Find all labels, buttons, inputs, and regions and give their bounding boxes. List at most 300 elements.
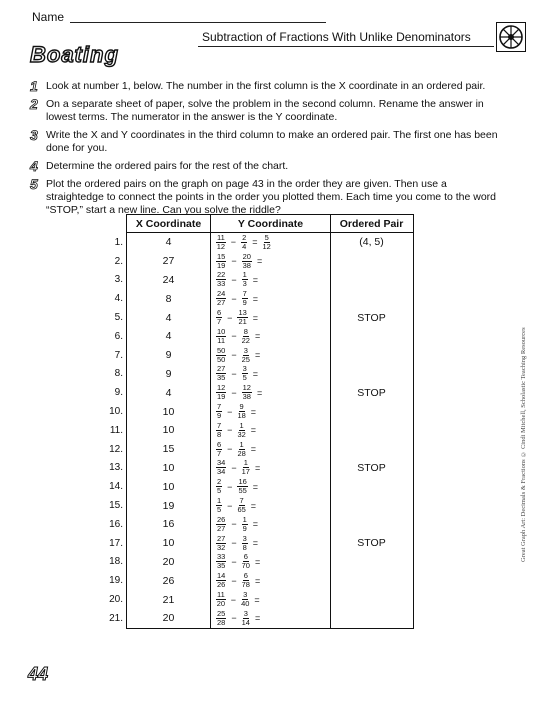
- numerator: 26: [217, 514, 226, 524]
- ordered-pair-cell[interactable]: [331, 609, 412, 628]
- table-row: [109, 496, 413, 515]
- table-row: [109, 552, 413, 572]
- subtrahend-fraction: [237, 403, 245, 420]
- ordered-pair-cell[interactable]: [331, 421, 412, 440]
- y-coordinate-cell: [211, 252, 331, 271]
- x-coordinate-cell: 4: [127, 327, 211, 346]
- numerator: 5: [264, 232, 269, 242]
- minus-sign: −: [231, 368, 237, 379]
- ordered-pair-cell[interactable]: [331, 590, 412, 609]
- numerator: 9: [239, 402, 244, 412]
- minus-sign: −: [231, 556, 237, 567]
- step-text: Look at number 1, below. The number in the first column is the X coordinate in an ordered pair.: [46, 80, 486, 92]
- minus-sign: −: [231, 575, 237, 586]
- subtraction-problem: [211, 610, 265, 627]
- x-coordinate-cell: 4: [127, 233, 211, 252]
- table-row: [114, 251, 413, 271]
- table-row: [114, 270, 413, 290]
- minuend-fraction: [216, 572, 226, 589]
- minus-sign: −: [230, 594, 237, 605]
- denominator: 17: [241, 467, 250, 477]
- table-row: [109, 590, 413, 609]
- equals-sign: =: [252, 368, 259, 379]
- row-number: 12.: [109, 443, 123, 455]
- numerator: 13: [238, 308, 247, 318]
- ordered-pair-cell[interactable]: [331, 346, 412, 365]
- equals-sign: =: [250, 444, 257, 455]
- y-coordinate-cell: [211, 590, 331, 609]
- subtrahend-fraction: [242, 328, 250, 345]
- subtraction-problem: [211, 553, 265, 570]
- subtraction-problem: [211, 328, 265, 345]
- equals-sign: =: [250, 425, 257, 436]
- row-number: 8.: [114, 368, 123, 380]
- denominator: 19: [217, 260, 226, 270]
- denominator: 14: [241, 617, 250, 627]
- denominator: 21: [238, 317, 247, 327]
- minus-sign: −: [231, 387, 237, 398]
- step-number: 1: [30, 78, 38, 94]
- x-coordinate-cell: 10: [127, 534, 211, 553]
- denominator: 28: [237, 448, 246, 458]
- denominator: 50: [217, 354, 226, 364]
- denominator: 8: [242, 542, 247, 552]
- subtrahend-fraction: [237, 422, 245, 439]
- equals-sign: =: [254, 613, 261, 624]
- denominator: 33: [217, 279, 226, 289]
- equals-sign: =: [252, 237, 258, 248]
- numerator: 6: [243, 571, 248, 581]
- y-coordinate-cell: [211, 477, 331, 496]
- equals-sign: =: [254, 575, 261, 586]
- denominator: 12: [216, 241, 226, 251]
- row-number: 1.: [114, 236, 123, 248]
- denominator: 4: [242, 241, 247, 251]
- numerator: 27: [217, 364, 226, 374]
- denominator: 65: [237, 505, 246, 515]
- ordered-pair-cell[interactable]: [331, 571, 412, 590]
- row-number: 13.: [109, 462, 123, 474]
- table-row: [109, 420, 413, 440]
- ordered-pair-cell[interactable]: [331, 252, 412, 271]
- minus-sign: −: [231, 350, 237, 361]
- subtraction-problem: [211, 478, 263, 495]
- subtraction-problem: [211, 441, 261, 458]
- table-row: [109, 533, 413, 553]
- minuend-fraction: [216, 591, 226, 608]
- numerator: 7: [217, 420, 222, 430]
- denominator: 26: [217, 580, 226, 590]
- denominator: 8: [217, 429, 222, 439]
- denominator: 12: [262, 241, 271, 251]
- minus-sign: −: [231, 462, 237, 473]
- x-coordinate-cell: 20: [127, 609, 211, 628]
- x-coordinate-cell: 20: [127, 553, 211, 572]
- denominator: 5: [217, 486, 222, 496]
- denominator: 7: [217, 317, 222, 327]
- ordered-pair-cell[interactable]: [331, 271, 412, 290]
- row-number: 19.: [109, 575, 123, 587]
- header-ordered-pair: Ordered Pair: [339, 217, 404, 230]
- x-coordinate-cell: 24: [127, 271, 211, 290]
- y-coordinate-cell: [211, 327, 331, 346]
- x-coordinate-cell: 4: [127, 308, 211, 327]
- y-coordinate-cell: [211, 515, 331, 534]
- answer-fraction: [263, 234, 271, 251]
- numerator: 22: [217, 270, 226, 280]
- row-number: 2.: [114, 255, 123, 267]
- ordered-pair-cell[interactable]: STOP: [357, 311, 386, 324]
- denominator: 38: [242, 392, 251, 402]
- row-number: 4.: [114, 293, 123, 305]
- table-body: [109, 232, 413, 628]
- y-coordinate-cell: [211, 233, 331, 252]
- x-coordinate-cell: 4: [127, 383, 211, 402]
- y-coordinate-cell: [211, 571, 331, 590]
- coordinate-table: [109, 214, 414, 629]
- table-row: [109, 477, 413, 496]
- subtrahend-fraction: [237, 309, 247, 326]
- denominator: 19: [217, 392, 226, 402]
- denominator: 18: [237, 411, 246, 421]
- numerator: 3: [243, 608, 248, 618]
- denominator: 9: [217, 411, 222, 421]
- numerator: 7: [239, 496, 244, 506]
- topic-underline: [198, 46, 494, 47]
- subtraction-problem: [211, 591, 265, 608]
- minuend-fraction: [216, 253, 226, 270]
- numerator: 1: [242, 514, 247, 524]
- y-coordinate-cell: [211, 271, 331, 290]
- x-coordinate-cell: 15: [127, 440, 211, 459]
- equals-sign: =: [252, 538, 259, 549]
- row-number: 20.: [109, 594, 123, 606]
- page-header: [32, 10, 494, 46]
- minuend-fraction: [216, 347, 226, 364]
- numerator: 14: [217, 571, 226, 581]
- denominator: 34: [217, 467, 226, 477]
- y-coordinate-cell: [211, 496, 331, 515]
- ordered-pair-cell[interactable]: [331, 402, 412, 421]
- subtraction-problem: [211, 516, 263, 533]
- equals-sign: =: [252, 293, 259, 304]
- minuend-fraction: [216, 459, 226, 476]
- y-coordinate-cell: [211, 421, 331, 440]
- y-coordinate-cell: [211, 383, 331, 402]
- row-number: 15.: [109, 500, 123, 512]
- numerator: 24: [217, 289, 226, 299]
- y-coordinate-cell: [211, 534, 331, 553]
- subtraction-problem: [211, 497, 261, 514]
- equals-sign: =: [252, 481, 259, 492]
- numerator: 20: [242, 251, 251, 261]
- name-label: Name: [32, 10, 65, 24]
- denominator: 5: [242, 373, 247, 383]
- subtrahend-fraction: [237, 478, 247, 495]
- ship-wheel-icon: [496, 22, 526, 52]
- step-text: Plot the ordered pairs on the graph on page 43 in the order they are given. Then use a straightedge to connect the points in the order you plotted them. Each time you come to the word “STOP,” start a new line. Can you solve the riddle?: [46, 178, 497, 216]
- table-row: [114, 326, 413, 346]
- x-coordinate-cell: 10: [127, 477, 211, 496]
- minuend-fraction: [216, 328, 226, 345]
- ordered-pair-cell[interactable]: [331, 553, 412, 572]
- equals-sign: =: [252, 519, 259, 530]
- table-row: [109, 458, 413, 478]
- minus-sign: −: [231, 293, 237, 304]
- numerator: 11: [217, 232, 225, 242]
- numerator: 12: [217, 383, 226, 393]
- minus-sign: −: [227, 406, 233, 417]
- subtrahend-fraction: [242, 347, 250, 364]
- ordered-pair-cell[interactable]: [331, 289, 412, 308]
- minuend-fraction: [216, 516, 226, 533]
- denominator: 28: [217, 617, 226, 627]
- subtraction-problem: [211, 459, 265, 476]
- x-coordinate-cell: 10: [127, 421, 211, 440]
- ordered-pair-cell[interactable]: [331, 496, 412, 515]
- step-text: Write the X and Y coordinates in the third column to make an ordered pair. The first one has been done for you.: [46, 129, 498, 154]
- subtrahend-fraction: [237, 441, 245, 458]
- numerator: 12: [242, 383, 251, 393]
- row-number: 18.: [109, 556, 123, 568]
- table-row: [109, 608, 413, 628]
- numerator: 3: [243, 590, 248, 600]
- subtraction-problem: [211, 253, 267, 270]
- numerator: 25: [217, 608, 226, 618]
- subtraction-problem: [211, 271, 263, 288]
- table-row: [114, 345, 413, 365]
- numerator: 7: [242, 289, 247, 299]
- table-row: [109, 571, 413, 590]
- table-row: [109, 514, 413, 534]
- x-coordinate-cell: 21: [127, 590, 211, 609]
- subtraction-problem: [211, 234, 271, 251]
- minus-sign: −: [231, 331, 237, 342]
- y-coordinate-cell: [211, 440, 331, 459]
- ordered-pair-cell[interactable]: [331, 477, 412, 496]
- denominator: 38: [242, 260, 251, 270]
- topic-title: Subtraction of Fractions With Unlike Denominators: [202, 30, 471, 44]
- minus-sign: −: [227, 312, 233, 323]
- denominator: 78: [241, 580, 250, 590]
- table-row: [109, 402, 413, 421]
- subtraction-problem: [211, 572, 265, 589]
- y-coordinate-cell: [211, 553, 331, 572]
- y-coordinate-cell: [211, 402, 331, 421]
- denominator: 9: [242, 523, 247, 533]
- numerator: 6: [243, 552, 248, 562]
- numerator: 1: [239, 439, 244, 449]
- numerator: 27: [217, 533, 226, 543]
- subtraction-problem: [211, 422, 261, 439]
- row-number: 16.: [109, 518, 123, 530]
- denominator: 40: [241, 599, 250, 609]
- worksheet-title: Boating: [30, 42, 119, 67]
- minuend-fraction: [216, 553, 226, 570]
- row-number: 17.: [109, 537, 123, 549]
- copyright-credit: Great Graph Art: Decimals & Fractions © Cindi Mitchell, Scholastic Teaching Resources: [520, 327, 527, 563]
- minuend-fraction: [216, 234, 226, 251]
- page-number: 44: [28, 664, 49, 684]
- equals-sign: =: [252, 274, 259, 285]
- minuend-fraction: [216, 384, 226, 401]
- denominator: 22: [241, 335, 250, 345]
- denominator: 27: [217, 298, 226, 308]
- y-coordinate-cell: [211, 365, 331, 384]
- ordered-pair-cell[interactable]: STOP: [357, 386, 386, 399]
- numerator: 10: [217, 326, 226, 336]
- header-x-coordinate: X Coordinate: [127, 215, 211, 232]
- instruction-step: [30, 160, 500, 173]
- table-row: [114, 308, 413, 327]
- ordered-pair-cell[interactable]: [331, 440, 412, 459]
- y-coordinate-cell: [211, 459, 331, 478]
- step-number: 4: [30, 158, 38, 174]
- minus-sign: −: [230, 237, 237, 248]
- numerator: 11: [217, 590, 225, 600]
- table-row: [114, 289, 413, 308]
- subtrahend-fraction: [242, 572, 250, 589]
- equals-sign: =: [254, 350, 261, 361]
- row-number: 9.: [114, 387, 123, 399]
- numerator: 1: [239, 420, 244, 430]
- denominator: 32: [237, 429, 246, 439]
- denominator: 5: [217, 505, 222, 515]
- numerator: 1: [242, 270, 247, 280]
- table-row: [114, 232, 413, 252]
- minuend-fraction: [216, 535, 226, 552]
- denominator: 9: [242, 298, 247, 308]
- equals-sign: =: [252, 312, 259, 323]
- x-coordinate-cell: 9: [127, 346, 211, 365]
- subtraction-problem: [211, 365, 263, 382]
- row-number: 7.: [114, 349, 123, 361]
- equals-sign: =: [256, 256, 263, 267]
- table-row: [114, 364, 413, 384]
- step-number: 3: [30, 127, 38, 143]
- y-coordinate-cell: [211, 308, 331, 327]
- ordered-pair-cell[interactable]: (4, 5): [359, 236, 384, 249]
- subtrahend-fraction: [237, 497, 245, 514]
- table-row: [109, 439, 413, 459]
- x-coordinate-cell: 10: [127, 459, 211, 478]
- numerator: 6: [217, 439, 222, 449]
- equals-sign: =: [250, 500, 257, 511]
- equals-sign: =: [250, 406, 257, 417]
- minus-sign: −: [231, 538, 237, 549]
- numerator: 2: [217, 477, 222, 487]
- subtraction-problem: [211, 309, 263, 326]
- header-y-coordinate: Y Coordinate: [211, 215, 331, 232]
- x-coordinate-cell: 8: [127, 289, 211, 308]
- numerator: 1: [243, 458, 248, 468]
- subtraction-problem: [211, 403, 261, 420]
- minus-sign: −: [227, 425, 233, 436]
- y-coordinate-cell: [211, 289, 331, 308]
- subtrahend-fraction: [242, 253, 252, 270]
- row-number: 11.: [109, 424, 123, 436]
- ordered-pair-cell[interactable]: [331, 365, 412, 384]
- x-coordinate-cell: 10: [127, 402, 211, 421]
- numerator: 16: [238, 477, 247, 487]
- row-number: 10.: [109, 406, 123, 418]
- minus-sign: −: [227, 481, 233, 492]
- subtrahend-fraction: [242, 553, 250, 570]
- numerator: 3: [242, 533, 247, 543]
- numerator: 1: [217, 496, 222, 506]
- ordered-pair-cell[interactable]: [331, 327, 412, 346]
- numerator: 15: [217, 251, 226, 261]
- numerator: 8: [243, 326, 248, 336]
- y-coordinate-cell: [211, 346, 331, 365]
- equals-sign: =: [256, 387, 263, 398]
- denominator: 11: [217, 335, 226, 345]
- minus-sign: −: [231, 256, 237, 267]
- minus-sign: −: [231, 613, 237, 624]
- equals-sign: =: [254, 556, 261, 567]
- instruction-step: [30, 178, 500, 217]
- denominator: 3: [242, 279, 247, 289]
- x-coordinate-cell: 19: [127, 496, 211, 515]
- step-text: On a separate sheet of paper, solve the problem in the second column. Rename the answer in lowest terms. The numerator in the answer is the Y coordinate.: [46, 98, 484, 123]
- numerator: 3: [243, 345, 248, 355]
- instruction-step: [30, 129, 500, 155]
- name-line[interactable]: [70, 22, 326, 23]
- x-coordinate-cell: 9: [127, 365, 211, 384]
- table-row: [114, 383, 413, 402]
- numerator: 7: [217, 402, 222, 412]
- denominator: 27: [217, 523, 226, 533]
- minuend-fraction: [216, 610, 226, 627]
- equals-sign: =: [254, 462, 261, 473]
- step-number: 5: [30, 176, 38, 192]
- minuend-fraction: [216, 290, 226, 307]
- equals-sign: =: [254, 594, 260, 605]
- denominator: 20: [216, 599, 226, 609]
- minuend-fraction: [216, 271, 226, 288]
- denominator: 35: [217, 373, 226, 383]
- subtrahend-fraction: [242, 610, 250, 627]
- y-coordinate-cell: [211, 609, 331, 628]
- subtrahend-fraction: [241, 591, 249, 608]
- minus-sign: −: [227, 444, 233, 455]
- step-text: Determine the ordered pairs for the rest of the chart.: [46, 160, 289, 172]
- denominator: 55: [238, 486, 247, 496]
- numerator: 50: [217, 345, 226, 355]
- ordered-pair-cell[interactable]: STOP: [357, 461, 386, 474]
- denominator: 35: [217, 561, 226, 571]
- instruction-step: [30, 80, 500, 93]
- ordered-pair-cell[interactable]: [331, 515, 412, 534]
- instructions: [30, 80, 500, 222]
- numerator: 3: [242, 364, 247, 374]
- numerator: 2: [242, 232, 247, 242]
- row-number: 5.: [114, 312, 123, 324]
- ordered-pair-cell[interactable]: STOP: [357, 537, 386, 550]
- table-header: [127, 215, 413, 233]
- minus-sign: −: [231, 274, 237, 285]
- subtrahend-fraction: [242, 384, 252, 401]
- denominator: 7: [217, 448, 222, 458]
- row-number: 14.: [109, 481, 123, 493]
- row-number: 3.: [114, 274, 123, 286]
- instruction-step: [30, 98, 500, 124]
- subtraction-problem: [211, 290, 263, 307]
- minus-sign: −: [227, 500, 233, 511]
- numerator: 33: [217, 552, 226, 562]
- row-number: 6.: [114, 330, 123, 342]
- minuend-fraction: [216, 365, 226, 382]
